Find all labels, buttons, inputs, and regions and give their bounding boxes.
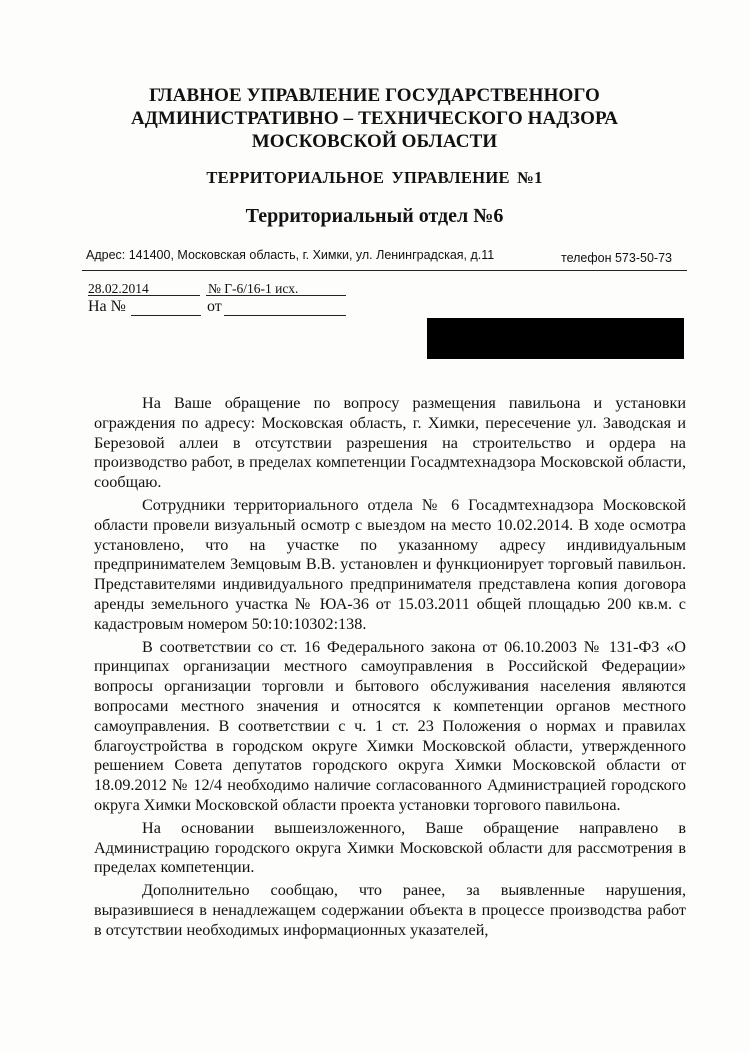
organization-title (0, 84, 749, 153)
outgoing-number: № Г-6/16-1 исх. (208, 281, 299, 296)
outgoing-date-underline (88, 295, 200, 296)
outgoing-number-underline (206, 295, 346, 296)
body-paragraph: На Ваше обращение по вопросу размещения павильона и установки ограждения по адресу: Московская область, г. Химки, пересечение ул. Заводская и Березовой аллеи в отсутствии разрешения на строительство и ордера на производство работ, в пределах компетенции Госадмтехнадзора Московской области, сообщаю. (94, 394, 686, 492)
redacted-addressee-block (427, 318, 684, 359)
incoming-date-blank (224, 315, 346, 316)
body-paragraph: На основании вышеизложенного, Ваше обращение направлено в Администрацию городского округа Химки Московской области для рассмотрения в пределах компетенции. (94, 818, 686, 877)
body-paragraph: В соответствии со ст. 16 Федерального закона от 06.10.2003 № 131-ФЗ «О принципах организации местного самоуправления в Российской Федерации» вопросы организации торговли и бытового обслуживания населения являются вопросами местного значения и относятся к компетенции органов местного самоуправления. В соответствии с ч. 1 ст. 23 Положения о нормах и правилах благоустройства в городском округе Химки Московской области, утвержденного решением Совета депутатов городского округа Химки Московской области от 18.09.2012 № 12/4 необходимо наличие согласованного Администрацией городского округа Химки Московской области проекта установки торгового павильона. (94, 637, 686, 814)
incoming-number-label: На № (88, 298, 126, 315)
letter-body (94, 394, 686, 944)
body-paragraph: Дополнительно сообщаю, что ранее, за выявленные нарушения, выразившиеся в ненадлежащем содержании объекта в процессе производства работ в отсутствии необходимых информационных указателей, (94, 881, 686, 939)
incoming-number-blank (131, 315, 201, 316)
body-paragraph: Сотрудники территориального отдела № 6 Госадмтехнадзора Московской области провели визуальный осмотр с выездом на место 10.02.2014. В ходе осмотра установлено, что на участке по указанному адресу индивидуальным предпринимателем Земцовым В.В. установлен и функционирует торговый павильон. Представителями индивидуального предпринимателя представлена копия договора аренды земельного участка № ЮА-36 от 15.03.2011 общей площадью 200 кв.м. с кадастровым номером 50:10:10302:138. (94, 495, 686, 633)
organization-title-line-1: ГЛАВНОЕ УПРАВЛЕНИЕ ГОСУДАРСТВЕННОГО (149, 85, 600, 106)
incoming-date-label: от (207, 298, 222, 315)
organization-title-line-2: АДМИНИСТРАТИВНО – ТЕХНИЧЕСКОГО НАДЗОРА (130, 108, 619, 129)
office-title: Территориальный отдел №6 (245, 205, 504, 227)
header-divider (82, 270, 687, 271)
organization-title-line-3: МОСКОВСКОЙ ОБЛАСТИ (251, 131, 498, 152)
phone-number: телефон 573-50-73 (561, 251, 672, 265)
department-title: ТЕРРИТОРИАЛЬНОЕ УПРАВЛЕНИЕ №1 (206, 168, 543, 187)
address-line: Адрес: 141400, Московская область, г. Химки, ул. Ленинградская, д.11 (86, 248, 495, 262)
outgoing-date: 28.02.2014 (88, 281, 149, 296)
